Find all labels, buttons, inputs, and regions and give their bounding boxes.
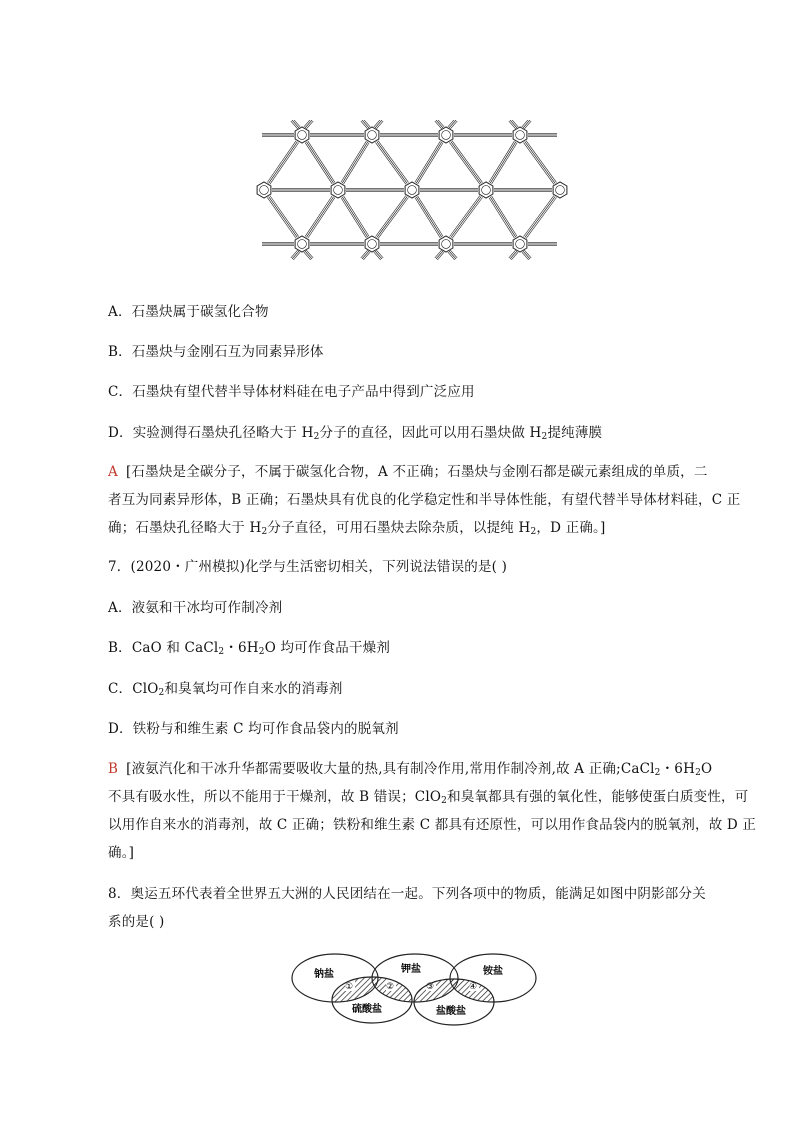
q7-option-c: C．ClO$_2$和臭氧均可作自来水的消毒剂 xyxy=(108,681,343,698)
region-2: ② xyxy=(386,982,395,992)
q7-option-b: B．CaO 和 CaCl$_2$・$6H_2O$ 均可作食品干燥剂 xyxy=(108,640,391,657)
q6-option-c: C．石墨炔有望代替半导体材料硅在电子产品中得到广泛应用 xyxy=(108,384,475,400)
q6-answer-letter: A xyxy=(108,464,118,480)
q7-answer-line4: 确。] xyxy=(108,845,135,861)
q6-option-a: A．石墨炔属于碳氢化合物 xyxy=(108,304,269,320)
label-sodium-salt: 钠盐 xyxy=(314,969,334,980)
q7-stem: 7．(2020・广州模拟)化学与生活密切相关，下列说法错误的是( ) xyxy=(108,559,508,575)
benzene-ring xyxy=(295,236,309,252)
q6-answer-line3: 确；石墨炔孔径略大于 $H_2$分子直径，可用石墨炔去除杂质，以提纯 $H_2$，D 正确。] xyxy=(108,520,606,537)
benzene-ring xyxy=(439,236,453,252)
benzene-ring xyxy=(365,236,379,252)
benzene-ring xyxy=(513,236,527,252)
benzene-ring xyxy=(553,182,567,198)
q6-option-d: D．实验测得石墨炔孔径略大于 $H_2$分子的直径，因此可以用石墨炔做 $H_2$提纯薄膜 xyxy=(108,425,603,442)
q7-option-a: A．液氨和干冰均可作制冷剂 xyxy=(108,600,283,616)
benzene-ring xyxy=(479,182,493,198)
region-3: ③ xyxy=(426,982,435,992)
region-1: ① xyxy=(345,982,354,992)
label-chloride: 盐酸盐 xyxy=(436,1006,466,1017)
q8-stem-line1: 8．奥运五环代表着全世界五大洲的人民团结在一起。下列各项中的物质，能满足如图中阴影部分关 xyxy=(108,886,706,902)
label-sulfate: 硫酸盐 xyxy=(352,1004,382,1015)
q8-stem-line2: 系的是( ) xyxy=(108,914,165,930)
q7-answer-line3: 以用作自来水的消毒剂，故 C 正确；铁粉和维生素 C 都具有还原性，可以用作食品袋内的脱氧剂，故 D 正 xyxy=(108,817,757,833)
graphdiyne-structure-figure xyxy=(252,120,572,260)
q6-option-b: B．石墨炔与金刚石互为同素异形体 xyxy=(108,344,324,360)
benzene-ring xyxy=(405,182,419,198)
benzene-ring xyxy=(257,182,271,198)
benzene-ring xyxy=(439,127,453,143)
q7-answer-line1: B [液氨汽化和干冰升华都需要吸收大量的热,具有制冷作用,常用作制冷剂,故 A 正确;CaCl$_2$・$6H_2O$ xyxy=(108,761,713,778)
q6-answer-line2: 者互为同素异形体，B 正确；石墨炔具有优良的化学稳定性和半导体性能，有望代替半导体材料硅，C 正 xyxy=(108,492,741,508)
label-ammonium-salt: 铵盐 xyxy=(483,966,503,977)
region-4: ④ xyxy=(469,982,478,992)
q6-answer-line1: A [石墨炔是全碳分子，不属于碳氢化合物，A 不正确；石墨炔与金刚石都是碳元素组成的单质，二 xyxy=(108,464,708,480)
q7-answer-line2: 不具有吸水性，所以不能用于干燥剂，故 B 错误；ClO$_2$和臭氧都具有强的氧化性，能够使蛋白质变性，可 xyxy=(108,789,749,806)
label-potassium-salt: 钾盐 xyxy=(401,964,421,975)
olympic-rings-venn-figure xyxy=(290,950,540,1030)
ring-ammonium-salt xyxy=(450,954,536,1002)
q7-answer-letter: B xyxy=(108,761,119,777)
benzene-ring xyxy=(331,182,345,198)
benzene-ring xyxy=(365,127,379,143)
benzene-ring xyxy=(513,127,527,143)
q7-option-d: D．铁粉与和维生素 C 均可作食品袋内的脱氧剂 xyxy=(108,721,399,737)
benzene-ring xyxy=(295,127,309,143)
